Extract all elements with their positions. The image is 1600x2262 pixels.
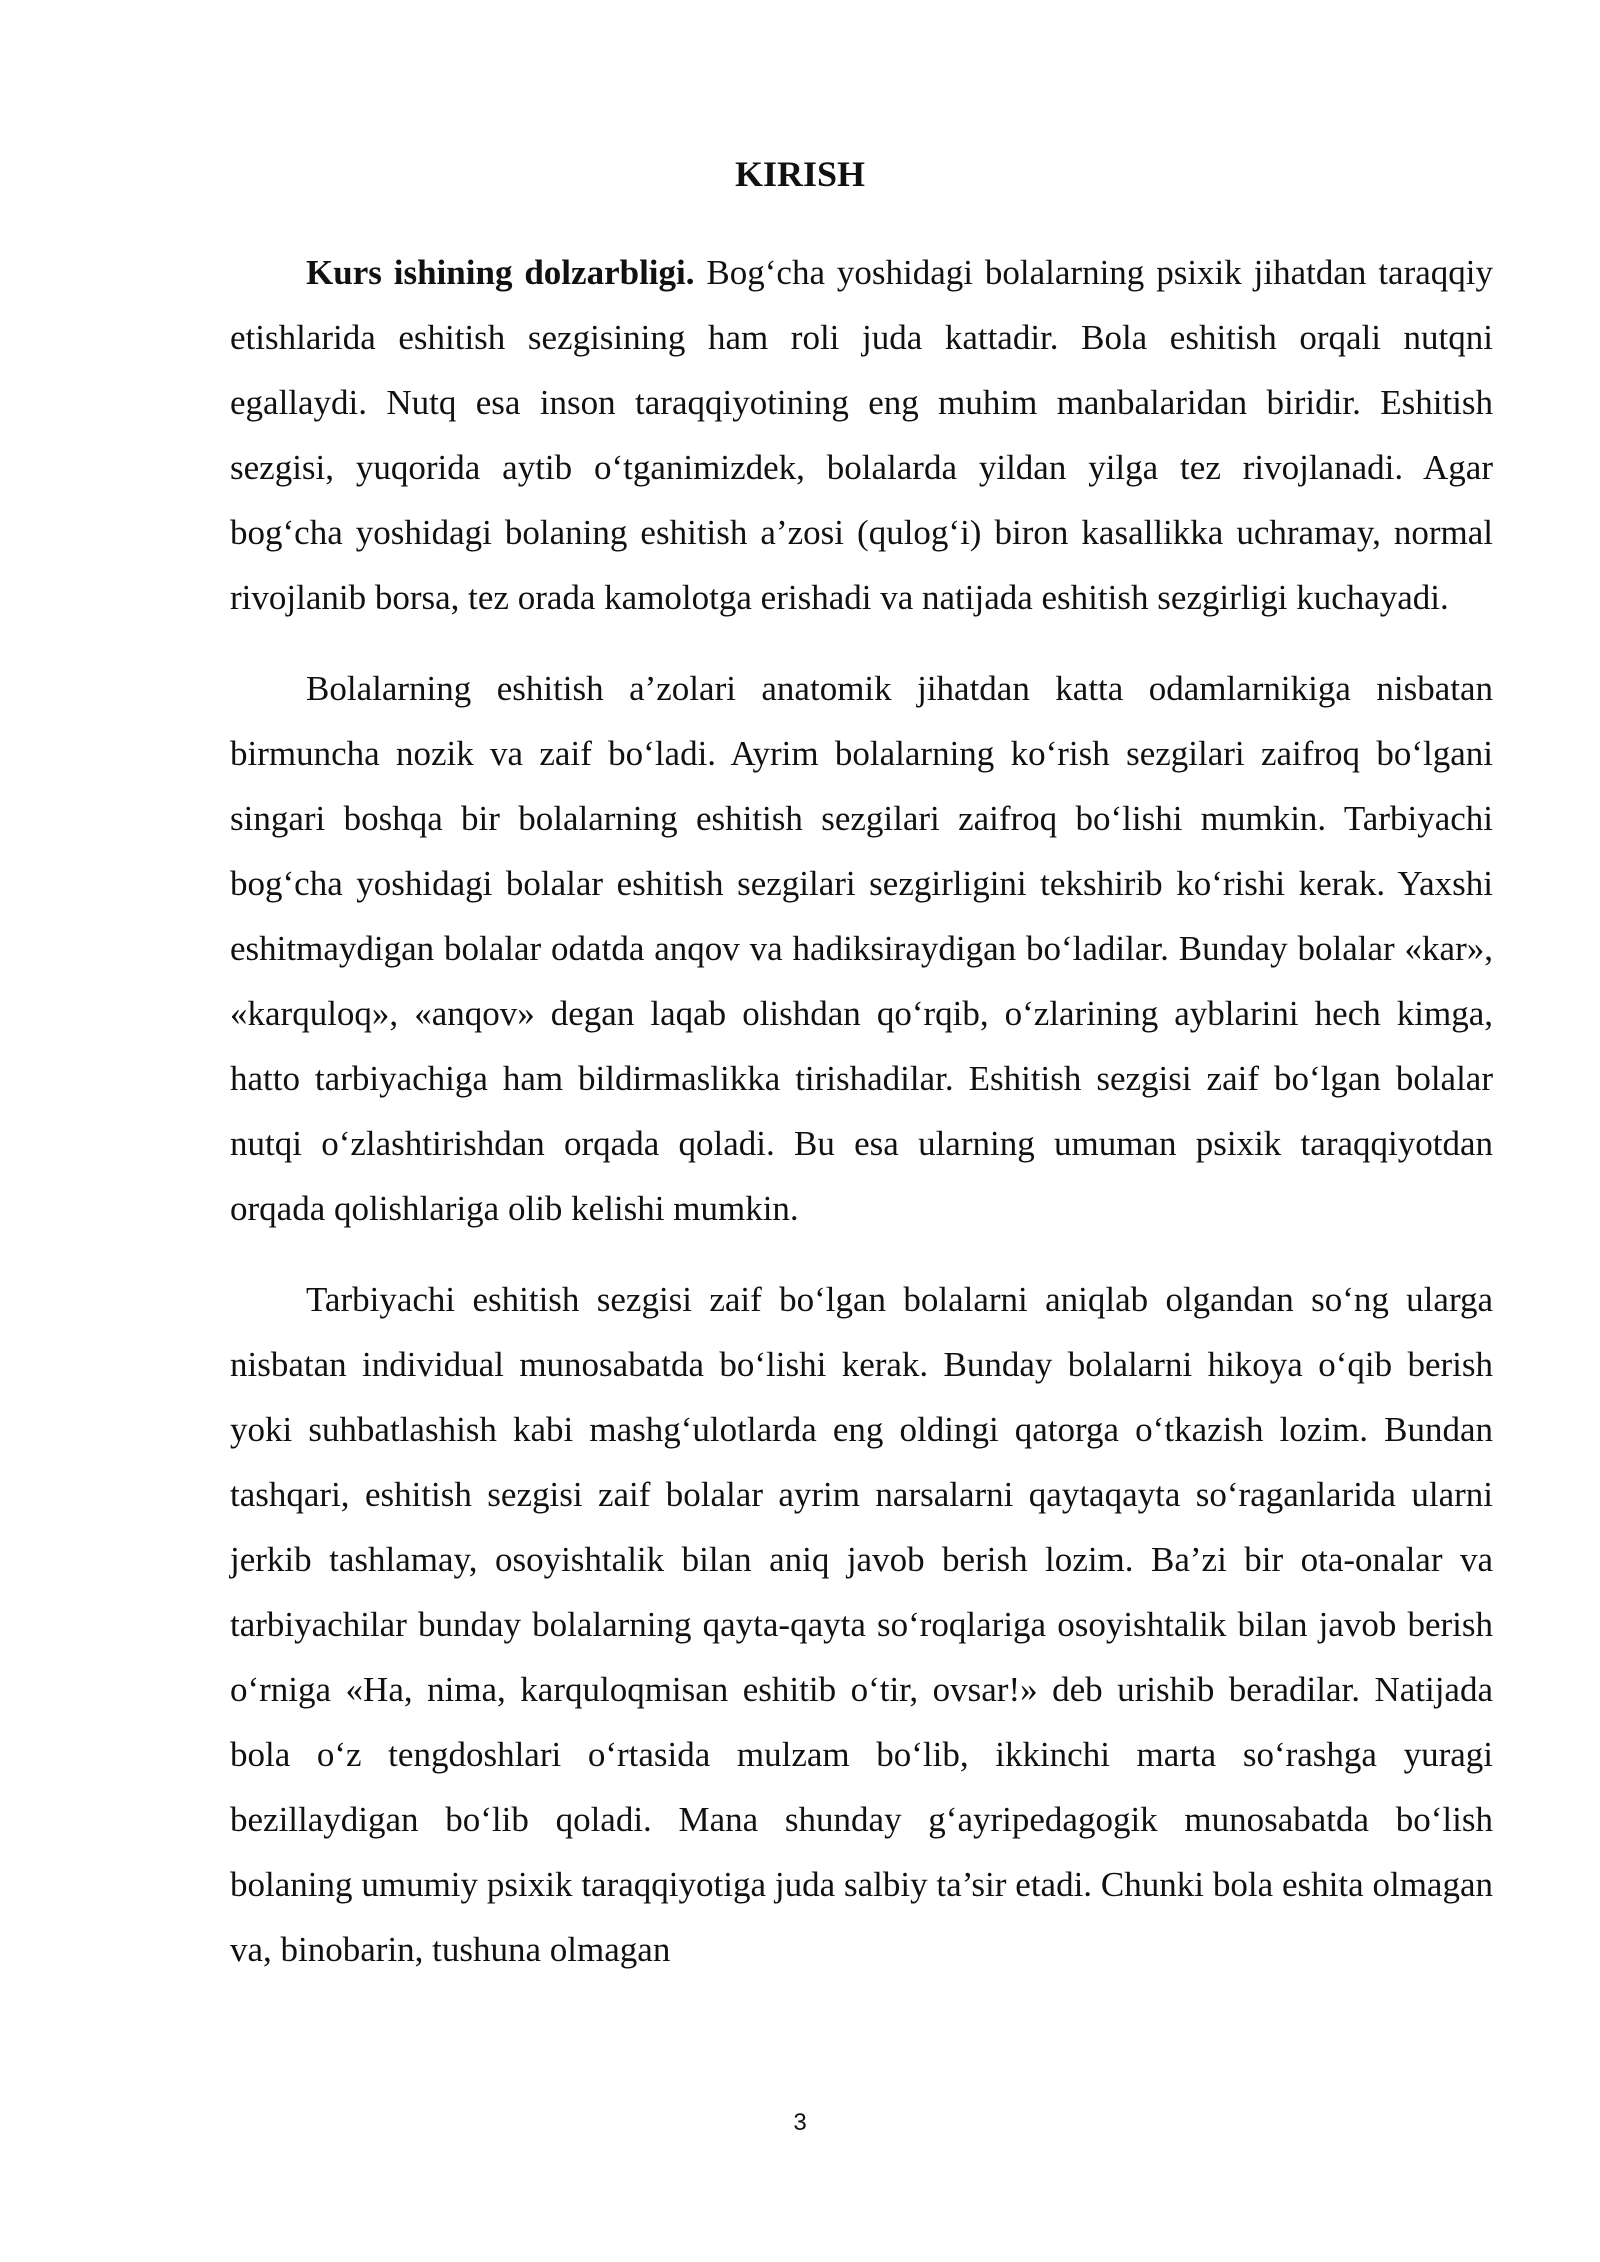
body-text bbox=[230, 240, 1493, 2008]
section-title: KIRISH bbox=[734, 154, 866, 194]
paragraph-lead: Kurs ishining dolzarbligi. bbox=[306, 253, 695, 292]
paragraph-2 bbox=[230, 656, 1493, 1241]
page-number: 3 bbox=[793, 2109, 807, 2136]
paragraph-1 bbox=[230, 240, 1493, 630]
paragraph-text: Bolalarning eshitish a’zolari anatomik jihatdan katta odamlarnikiga nisbatan birmuncha nozik va zaif bo‘ladi. Ayrim bolalarning ko‘rish sezgilari zaifroq bo‘lgani singari boshqa bir bolalarning eshitish sezgilari zaifroq bo‘lishi mumkin. Tarbiyachi bog‘cha yoshidagi bolalar eshitish sezgilari sezgirligini tekshirib ko‘rishi kerak. Yaxshi eshitmaydigan bolalar odatda anqov va hadiksiraydigan bo‘ladilar. Bunday bolalar «kar», «karquloq», «anqov» degan laqab olishdan qo‘rqib, o‘zlarining ayblarini hech kimga, hatto tarbiyachiga ham bildirmaslikka tirishadilar. Eshitish sezgisi zaif bo‘lgan bolalar nutqi o‘zlashtirishdan orqada qoladi. Bu esa ularning umuman psixik taraqqiyotdan orqada qolishlariga olib kelishi mumkin. bbox=[230, 669, 1493, 1228]
paragraph-3 bbox=[230, 1267, 1493, 1982]
paragraph-text: Tarbiyachi eshitish sezgisi zaif bo‘lgan bolalarni aniqlab olgandan so‘ng ularga nisbatan individual munosabatda bo‘lishi kerak. Bunday bolalarni hikoya o‘qib berish yoki suhbatlashish kabi mashg‘ulotlarda eng oldingi qatorga o‘tkazish lozim. Bundan tashqari, eshitish sezgisi zaif bolalar ayrim narsalarni qaytaqayta so‘raganlarida ularni jerkib tashlamay, osoyishtalik bilan aniq javob berish lozim. Ba’zi bir ota-onalar va tarbiyachilar bunday bolalarning qayta-qayta so‘roqlariga osoyishtalik bilan javob berish o‘rniga «Ha, nima, karquloqmisan eshitib o‘tir, ovsar!» deb urishib beradilar. Natijada bola o‘z tengdoshlari o‘rtasida mulzam bo‘lib, ikkinchi marta so‘rashga yuragi bezillaydigan bo‘lib qoladi. Mana shunday g‘ayripedagogik munosabatda bo‘lish bolaning umumiy psixik taraqqiyotiga juda salbiy ta’sir etadi. Chunki bola eshita olmagan va, binobarin, tushuna olmagan bbox=[230, 1280, 1493, 1969]
paragraph-text: Bog‘cha yoshidagi bolalarning psixik jihatdan taraqqiy etishlarida eshitish sezgisining ham roli juda kattadir. Bola eshitish orqali nutqni egallaydi. Nutq esa inson taraqqiyotining eng muhim manbalaridan biridir. Eshitish sezgisi, yuqorida aytib o‘tganimizdek, bolalarda yildan yilga tez rivojlanadi. Agar bog‘cha yoshidagi bolaning eshitish a’zosi (qulog‘i) biron kasallikka uchramay, normal rivojlanib borsa, tez orada kamolotga erishadi va natijada eshitish sezgirligi kuchayadi. bbox=[230, 253, 1493, 617]
